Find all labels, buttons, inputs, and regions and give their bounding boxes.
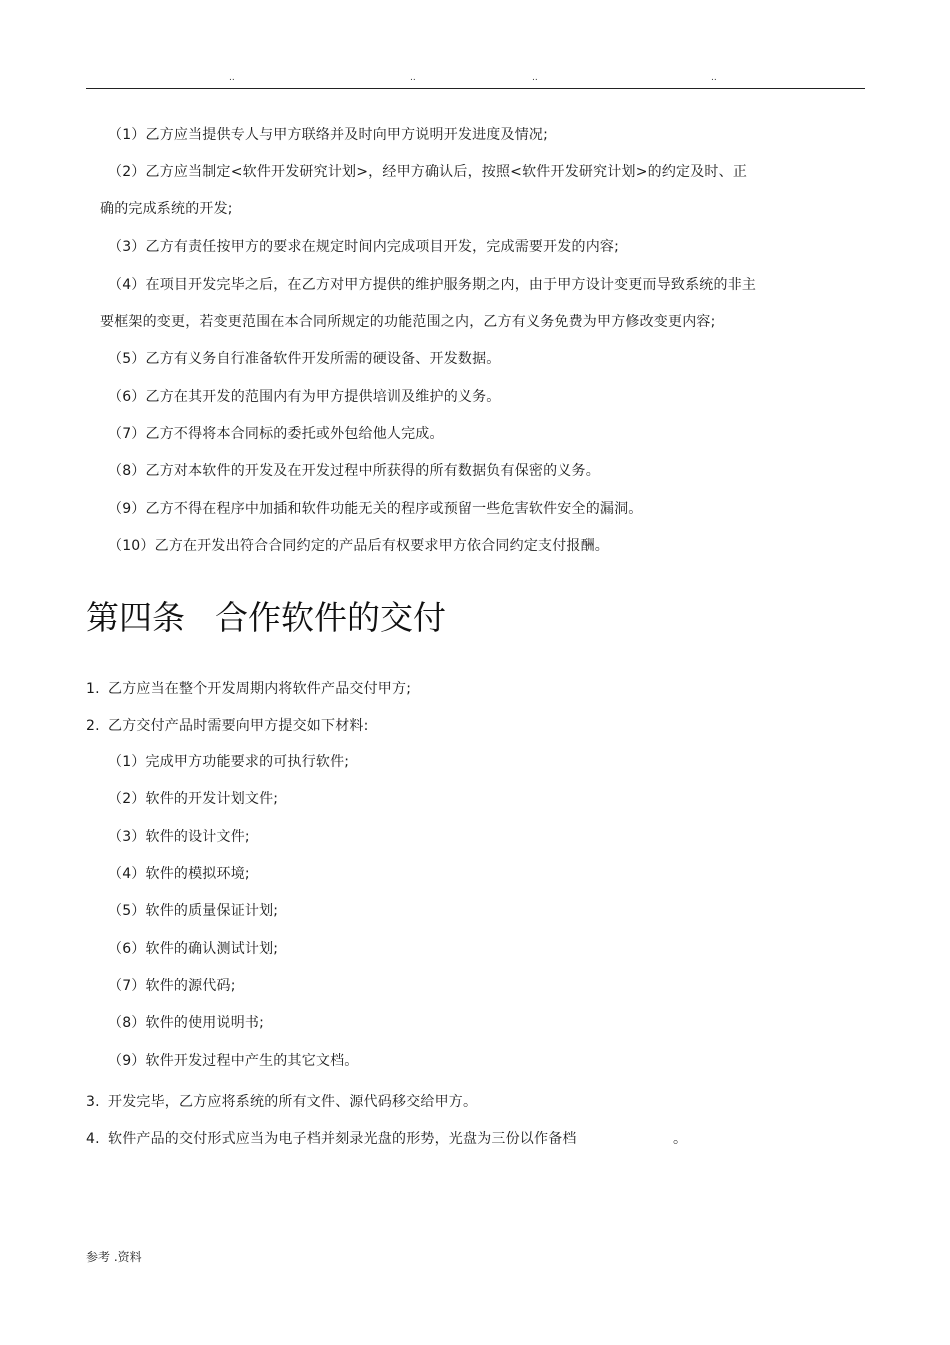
item-text: 开发完毕，乙方应将系统的所有文件、源代码移交给甲方。 — [108, 1094, 478, 1110]
obligation-10: （10）乙方在开发出符合合同约定的产品后有权要求甲方依合同约定支付报酬。 — [108, 538, 610, 554]
material-9: （9）软件开发过程中产生的其它文档。 — [108, 1053, 359, 1069]
obligation-1: （1）乙方应当提供专人与甲方联络并及时向甲方说明开发进度及情况; — [108, 127, 549, 143]
item-number: 2. — [86, 718, 100, 734]
material-6: （6）软件的确认测试计划; — [108, 941, 279, 957]
delivery-item-4-tail: 。 — [673, 1131, 688, 1147]
page-footer: 参考 .资料 — [86, 1250, 142, 1264]
section-number: 第四条 — [86, 598, 185, 637]
obligation-8: （8）乙方对本软件的开发及在开发过程中所获得的所有数据负有保密的义务。 — [108, 463, 600, 479]
item-text: 乙方应当在整个开发周期内将软件产品交付甲方; — [108, 681, 412, 697]
obligation-7: （7）乙方不得将本合同标的委托或外包给他人完成。 — [108, 426, 444, 442]
delivery-item-3 — [86, 1092, 477, 1112]
obligation-4-continued: 要框架的变更，若变更范围在本合同所规定的功能范围之内，乙方有义务免费为甲方修改变更内容; — [100, 314, 716, 330]
header-rule — [86, 88, 865, 89]
item-number: 3. — [86, 1094, 100, 1110]
obligation-3: （3）乙方有责任按甲方的要求在规定时间内完成项目开发，完成需要开发的内容; — [108, 239, 620, 255]
item-number: 1. — [86, 681, 100, 697]
material-8: （8）软件的使用说明书; — [108, 1015, 265, 1031]
obligation-9: （9）乙方不得在程序中加插和软件功能无关的程序或预留一些危害软件安全的漏洞。 — [108, 501, 643, 517]
material-3: （3）软件的设计文件; — [108, 829, 250, 845]
material-4: （4）软件的模拟环境; — [108, 866, 250, 882]
obligation-2: （2）乙方应当制定<软件开发研究计划>，经甲方确认后，按照<软件开发研究计划>的约定及时、正 — [108, 164, 748, 180]
item-number: 4. — [86, 1131, 100, 1147]
section-title: 合作软件的交付 — [215, 598, 446, 637]
page-header-marks — [0, 72, 950, 84]
section-heading — [86, 596, 446, 640]
obligation-6: （6）乙方在其开发的范围内有为甲方提供培训及维护的义务。 — [108, 389, 501, 405]
header-mark: .. — [532, 73, 538, 83]
delivery-item-2 — [86, 716, 369, 736]
delivery-item-1 — [86, 679, 411, 699]
obligation-5: （5）乙方有义务自行准备软件开发所需的硬设备、开发数据。 — [108, 351, 501, 367]
material-2: （2）软件的开发计划文件; — [108, 791, 279, 807]
material-5: （5）软件的质量保证计划; — [108, 903, 279, 919]
item-text: 软件产品的交付形式应当为电子档并刻录光盘的形势，光盘为三份以作备档 — [108, 1131, 577, 1147]
header-mark: .. — [229, 73, 235, 83]
delivery-item-4 — [86, 1129, 577, 1149]
header-mark: .. — [711, 73, 717, 83]
header-mark: .. — [410, 73, 416, 83]
obligation-4: （4）在项目开发完毕之后，在乙方对甲方提供的维护服务期之内，由于甲方设计变更而导致系统的非主 — [108, 277, 757, 293]
obligation-2-continued: 确的完成系统的开发; — [100, 201, 233, 217]
item-text: 乙方交付产品时需要向甲方提交如下材料: — [108, 718, 369, 734]
material-1: （1）完成甲方功能要求的可执行软件; — [108, 754, 350, 770]
material-7: （7）软件的源代码; — [108, 978, 236, 994]
